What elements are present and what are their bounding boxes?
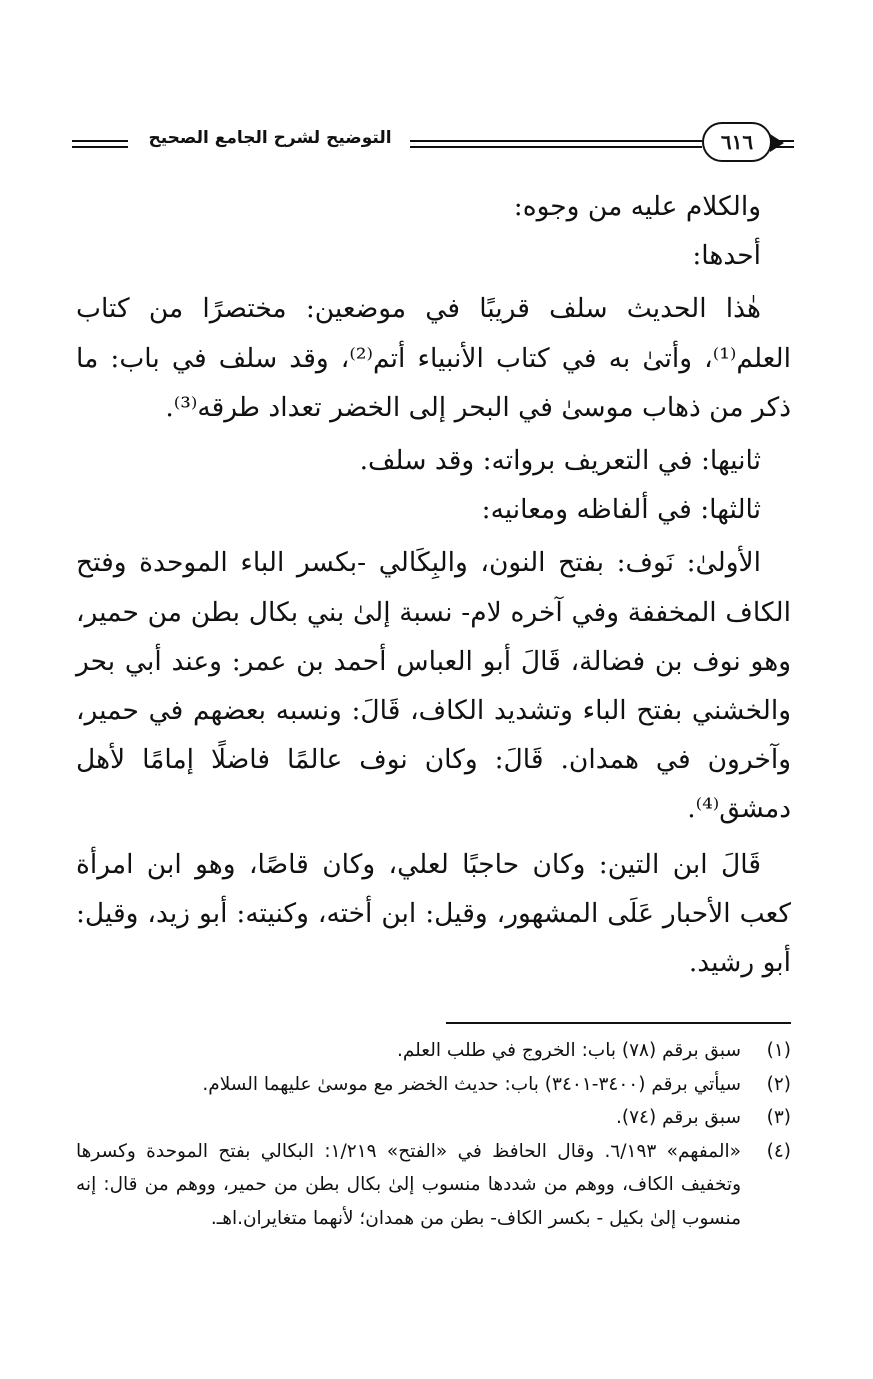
running-title: التوضيح لشرح الجامع الصحيح: [148, 128, 392, 148]
footnote-number: (٢): [766, 1073, 791, 1095]
paragraph-intro: والكلام عليه من وجوه:: [513, 191, 761, 222]
footnote-number: (١): [766, 1040, 791, 1061]
paragraph-first: هٰذا الحديث سلف قريبًا في موضعين: مختصرًا من كتاب العلم⁽¹⁾، وأتىٰ به في كتاب الأنبياء أتم⁽²⁾، وقد سلف في باب: ما ذكر من ذهاب موسىٰ في البحر إلى الخضر تعداد طرقه⁽³⁾.: [76, 293, 791, 423]
heading-third: ثالثها: في ألفاظه ومعانيه:: [481, 494, 761, 526]
footnote-text: سبق برقم (٧٤).: [616, 1107, 741, 1128]
footnote-text: «المفهم» ٦/١٩٣. وقال الحافظ في «الفتح» ١/٢١٩: البكالي بفتح الموحدة وكسرها وتخفيف الكاف، ووهم من شددها منسوب إلىٰ بكال بطن من حمير، ووهم من قال: إنه منسوب إلىٰ بكيل - بكسر الكاف- بطن من همدان؛ لأنهما متغايران.اهـ.: [76, 1140, 741, 1229]
footnote-4: [76, 1135, 791, 1236]
paragraph-nawf: الأولىٰ: نَوف: بفتح النون، والبِكَالي -بكسر الباء الموحدة وفتح الكاف المخففة وفي آخره لام- نسبة إلىٰ بني بكال بطن من حمير، وهو نوف بن فضالة، قَالَ أبو العباس أحمد بن عمر: وعند أبي بحر والخشني بفتح الباء وتشديد الكاف، قَالَ: ونسبه بعضهم في حمير، وآخرون في همدان. قَالَ: وكان نوف عالمًا فاضلًا إمامًا لأهل دمشق⁽⁴⁾.: [76, 547, 791, 825]
footnote-number: (٤): [766, 1140, 791, 1162]
footnotes: [76, 1034, 791, 1235]
footnote-3: [76, 1101, 791, 1135]
footnote-text: سيأتي برقم (٣٤٠٠-٣٤٠١) باب: حديث الخضر مع موسىٰ عليهما السلام.: [202, 1073, 741, 1095]
heading-first: أحدها:: [692, 240, 761, 272]
paragraph-ibn-al-tin: قَالَ ابن التين: وكان حاجبًا لعلي، وكان قاصًا، وهو ابن امرأة كعب الأحبار عَلَى المشهور، وقيل: ابن أخته، وكنيته: أبو زيد، وقيل: أبو رشيد.: [76, 848, 791, 979]
heading-second: ثانيها: في التعريف برواته: وقد سلف.: [359, 445, 761, 477]
footnote-separator: [446, 1022, 791, 1024]
main-text: [76, 182, 791, 987]
footnote-number: (٣): [766, 1107, 791, 1128]
header-rule-left: [72, 140, 128, 148]
header-rule-middle: [410, 140, 702, 148]
footnote-2: [76, 1068, 791, 1102]
header-rule-right: [772, 140, 794, 148]
page-header: [72, 118, 794, 174]
footnote-text: سبق برقم (٧٨) باب: الخروج في طلب العلم.: [396, 1040, 741, 1061]
footnote-1: [76, 1034, 791, 1068]
page-number: ٦١٦: [702, 122, 772, 162]
